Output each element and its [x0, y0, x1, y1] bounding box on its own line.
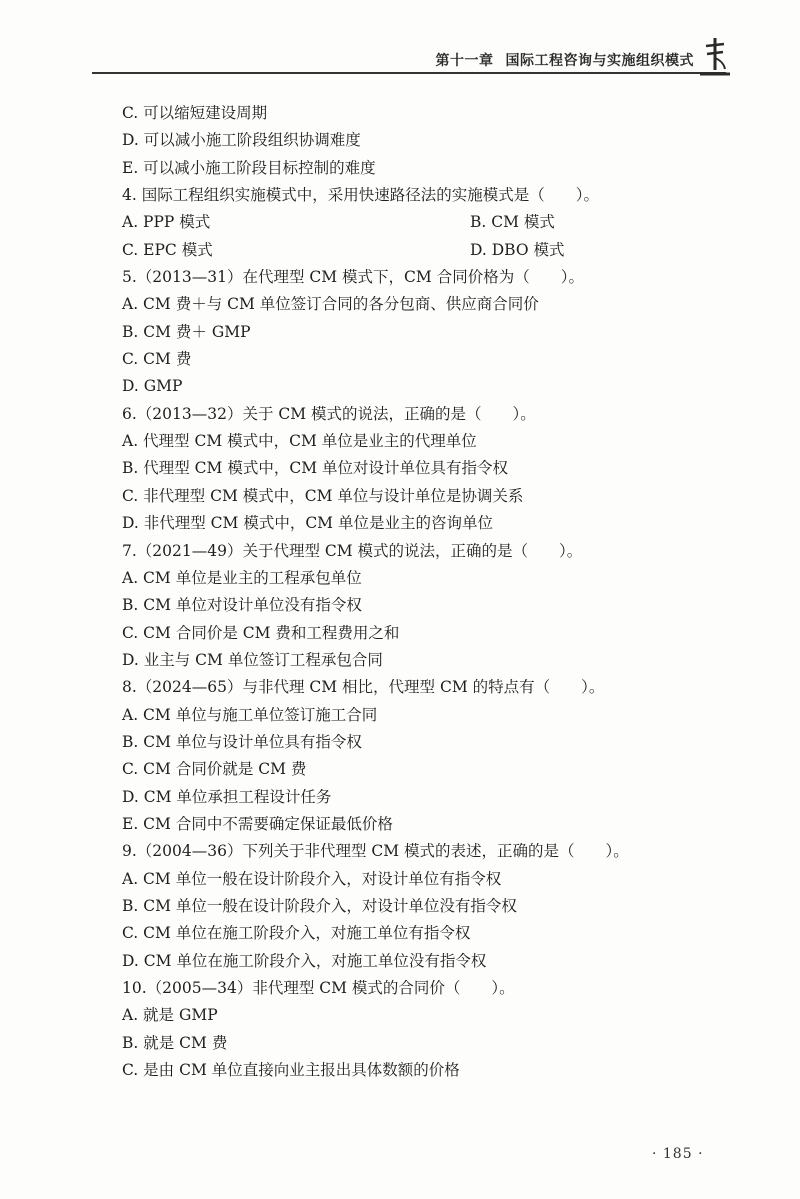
- option-line: D. 非代理型 CM 模式中，CM 单位是业主的咨询单位: [122, 514, 493, 533]
- option-line: C. 非代理型 CM 模式中，CM 单位与设计单位是协调关系: [122, 486, 524, 505]
- option-line: C. EPC 模式: [122, 240, 213, 259]
- option-line: D. CM 单位在施工阶段介入，对施工单位没有指令权: [122, 951, 487, 970]
- option-line: C. 是由 CM 单位直接向业主报出具体数额的价格: [122, 1061, 460, 1080]
- chapter-title: 国际工程咨询与实施组织模式: [505, 53, 694, 69]
- option-line: A. CM 单位一般在设计阶段介入，对设计单位有指令权: [122, 869, 502, 888]
- chapter-emblem-icon: [698, 36, 732, 78]
- option-line: D. 业主与 CM 单位签订工程承包合同: [122, 650, 383, 669]
- option-line: B. CM 模式: [470, 213, 555, 232]
- option-line: C. CM 合同价就是 CM 费: [122, 760, 307, 779]
- question-stem: 9.（2004—36）下列关于非代理型 CM 模式的表述，正确的是（ ）。: [122, 842, 629, 861]
- option-line: A. CM 单位是业主的工程承包单位: [122, 568, 362, 587]
- option-line: B. CM 费＋ GMP: [122, 322, 251, 341]
- option-line: B. 就是 CM 费: [122, 1033, 228, 1052]
- option-line: B. CM 单位与设计单位具有指令权: [122, 732, 362, 751]
- question-stem: 7.（2021—49）关于代理型 CM 模式的说法，正确的是（ ）。: [122, 541, 583, 560]
- option-line: D. CM 单位承担工程设计任务: [122, 787, 332, 806]
- option-row: [122, 209, 662, 236]
- question-stem: 6.（2013—32）关于 CM 模式的说法，正确的是（ ）。: [122, 404, 536, 423]
- question-list: [122, 100, 662, 1084]
- option-row: [122, 237, 662, 264]
- option-line: A. 代理型 CM 模式中，CM 单位是业主的代理单位: [122, 432, 477, 451]
- option-line: D. 可以减小施工阶段组织协调难度: [122, 131, 361, 150]
- option-line: A. CM 费＋与 CM 单位签订合同的各分包商、供应商合同价: [122, 295, 539, 314]
- option-line: B. CM 单位对设计单位没有指令权: [122, 596, 362, 615]
- option-line: E. CM 合同中不需要确定保证最低价格: [122, 814, 393, 833]
- option-line: A. 就是 GMP: [122, 1006, 218, 1025]
- option-line: C. CM 费: [122, 350, 192, 369]
- question-stem: 4. 国际工程组织实施模式中，采用快速路径法的实施模式是（ ）。: [122, 186, 599, 205]
- question-stem: 10.（2005—34）非代理型 CM 模式的合同价（ ）。: [122, 979, 515, 997]
- option-line: C. 可以缩短建设周期: [122, 104, 268, 122]
- question-stem: 8.（2024—65）与非代理 CM 相比，代理型 CM 的特点有（ ）。: [122, 678, 605, 697]
- option-line: E. 可以减小施工阶段目标控制的难度: [122, 158, 376, 177]
- option-line: B. CM 单位一般在设计阶段介入，对设计单位没有指令权: [122, 896, 517, 915]
- header-rule: [92, 72, 726, 74]
- option-line: C. CM 合同价是 CM 费和工程费用之和: [122, 623, 400, 642]
- option-line: D. GMP: [122, 377, 183, 396]
- page-number: · 185 ·: [652, 1146, 704, 1162]
- question-stem: 5.（2013—31）在代理型 CM 模式下，CM 合同价格为（ ）。: [122, 268, 584, 287]
- option-line: C. CM 单位在施工阶段介入，对施工单位有指令权: [122, 924, 471, 943]
- running-header: [92, 40, 732, 80]
- option-line: D. DBO 模式: [470, 240, 565, 259]
- option-line: B. 代理型 CM 模式中，CM 单位对设计单位具有指令权: [122, 459, 508, 478]
- chapter-header: [436, 50, 695, 70]
- option-line: A. PPP 模式: [122, 213, 211, 232]
- chapter-number: 第十一章: [435, 53, 494, 69]
- option-line: A. CM 单位与施工单位签订施工合同: [122, 705, 378, 724]
